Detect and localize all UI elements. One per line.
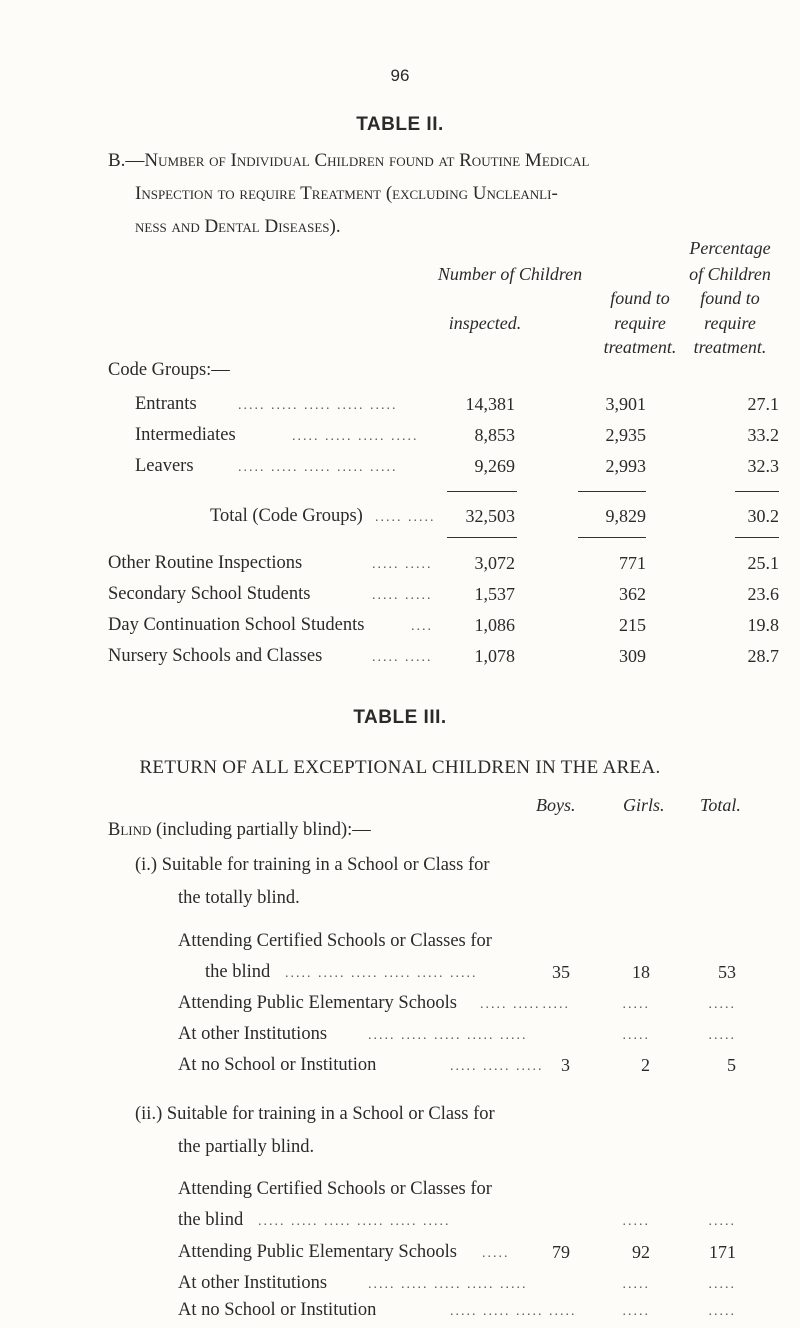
code-groups-label: Code Groups:— (108, 360, 230, 380)
row-dots: ..... ..... ..... ..... ..... (368, 1277, 528, 1292)
section2-line2: the partially blind. (178, 1137, 315, 1157)
row-label: the blind (178, 1210, 244, 1230)
table2-heading-line3 (135, 216, 341, 238)
row-label: At other Institutions (178, 1024, 328, 1044)
cell-pct: 25.1 (747, 553, 779, 573)
row-dots: ..... ..... ..... ..... ..... ..... (285, 966, 478, 981)
row-label: At other Institutions (178, 1273, 328, 1293)
cell-inspected: 1,086 (474, 615, 515, 635)
section2-row1-line1: Attending Certified Schools or Classes for (178, 1179, 492, 1199)
cell-found: 771 (619, 553, 646, 573)
cell-total: 5 (727, 1055, 736, 1075)
row-dots: ..... ..... (372, 588, 433, 603)
cell-boys: 79 (552, 1242, 570, 1262)
cell-girls: ..... (622, 1277, 650, 1292)
row-label: the blind (205, 962, 271, 982)
row-label: Leavers (135, 456, 194, 476)
table2-heading-line2 (135, 183, 558, 205)
cell-girls: ..... (622, 1304, 650, 1319)
heading-text: B.—Number of Individual Children found at Routine Medical (108, 150, 590, 171)
col-found-line1: found to (610, 288, 670, 308)
cell-total: ..... (708, 1214, 736, 1229)
cell-inspected: 1,078 (474, 646, 515, 666)
row-label: Entrants (135, 394, 197, 414)
cell-girls: 2 (641, 1055, 650, 1075)
table3-heading: RETURN OF ALL EXCEPTIONAL CHILDREN IN THE AREA. (139, 757, 661, 778)
col-pct-line4: require (704, 313, 756, 333)
cell-found: 9,829 (605, 506, 646, 526)
blind-rest: (including partially blind):— (151, 820, 371, 840)
row-dots: ..... (482, 1246, 510, 1261)
col-found-line3: treatment. (603, 337, 677, 357)
row-label: Attending Public Elementary Schools (178, 993, 457, 1013)
col-group-number-header: Number of Children (437, 264, 583, 284)
cell-girls: ..... (622, 1028, 650, 1043)
cell-found: 2,935 (605, 425, 646, 445)
table3-title: TABLE III. (353, 707, 447, 728)
table2-title: TABLE II. (356, 114, 444, 135)
col-pct-line1: Percentage (689, 238, 771, 258)
cell-found: 215 (619, 615, 646, 635)
row-label: At no School or Institution (178, 1055, 377, 1075)
row-label: Nursery Schools and Classes (108, 646, 323, 666)
cell-pct: 23.6 (747, 584, 779, 604)
cell-pct: 27.1 (747, 394, 779, 414)
cell-girls: ..... (622, 997, 650, 1012)
col-girls-header: Girls. (623, 795, 665, 815)
total-rule-below-found (578, 537, 646, 538)
cell-pct: 28.7 (747, 646, 779, 666)
row-dots: ..... ..... ..... ..... ..... (238, 398, 398, 413)
cell-total: ..... (708, 1028, 736, 1043)
cell-found: 2,993 (605, 456, 646, 476)
cell-inspected: 9,269 (474, 456, 515, 476)
col-pct-line3: found to (700, 288, 760, 308)
row-label: At no School or Institution (178, 1300, 377, 1320)
row-dots: ..... ..... ..... (450, 1059, 544, 1074)
cell-inspected: 8,853 (474, 425, 515, 445)
row-dots: ..... ..... ..... ..... (292, 429, 419, 444)
col-found-line2: require (614, 313, 666, 333)
blind-section-label (108, 820, 371, 841)
cell-total: ..... (708, 997, 736, 1012)
row-label: Day Continuation School Students (108, 615, 365, 635)
cell-inspected: 32,503 (465, 506, 515, 526)
cell-boys: 35 (552, 962, 570, 982)
page-number: 96 (390, 66, 410, 85)
section2-line1: (ii.) Suitable for training in a School or Class for (135, 1104, 495, 1124)
row-dots: ..... ..... ..... ..... ..... (238, 460, 398, 475)
row-dots: .... (411, 619, 433, 634)
cell-total: 171 (709, 1242, 736, 1262)
row-label: Attending Public Elementary Schools (178, 1242, 457, 1262)
cell-total: ..... (708, 1277, 736, 1292)
row-label: Intermediates (135, 425, 236, 445)
col-inspected-header: inspected. (448, 313, 522, 333)
row-dots: ..... ..... ..... ..... ..... (368, 1028, 528, 1043)
cell-found: 309 (619, 646, 646, 666)
row-label: Other Routine Inspections (108, 553, 303, 573)
total-rule-below-inspected (447, 537, 517, 538)
cell-girls: 18 (632, 962, 650, 982)
col-pct-line5: treatment. (693, 337, 767, 357)
cell-inspected: 14,381 (465, 394, 515, 414)
col-total-header: Total. (700, 795, 741, 815)
total-rule-found (578, 491, 646, 492)
row-label: Total (Code Groups) (210, 506, 363, 526)
cell-pct: 33.2 (747, 425, 779, 445)
cell-inspected: 1,537 (474, 584, 515, 604)
cell-pct: 19.8 (747, 615, 779, 635)
section1-line2: the totally blind. (178, 888, 300, 908)
cell-total: ..... (708, 1304, 736, 1319)
total-rule-below-pct (735, 537, 779, 538)
total-rule-inspected (447, 491, 517, 492)
blind-label: Blind (108, 820, 152, 840)
cell-pct: 32.3 (747, 456, 779, 476)
section1-row1-line1: Attending Certified Schools or Classes for (178, 931, 492, 951)
row-label: Secondary School Students (108, 584, 311, 604)
col-pct-line2: of Children (689, 264, 771, 284)
row-dots: ..... ..... ..... ..... ..... ..... (258, 1214, 451, 1229)
row-dots: ..... ..... (375, 510, 436, 525)
row-dots: ..... ..... (372, 650, 433, 665)
cell-found: 362 (619, 584, 646, 604)
cell-found: 3,901 (605, 394, 646, 414)
row-dots: ..... ..... ..... ..... (450, 1304, 577, 1319)
row-dots: ..... ..... (480, 997, 541, 1012)
cell-pct: 30.2 (747, 506, 779, 526)
col-boys-header: Boys. (536, 795, 576, 815)
cell-girls: 92 (632, 1242, 650, 1262)
section1-line1: (i.) Suitable for training in a School or Class for (135, 855, 490, 875)
heading-text: Inspection to require Treatment (excluding Uncleanli- (135, 183, 558, 204)
cell-total: 53 (718, 962, 736, 982)
cell-girls: ..... (622, 1214, 650, 1229)
heading-text: ness and Dental Diseases). (135, 216, 341, 237)
total-rule-pct (735, 491, 779, 492)
table2-heading-line1 (108, 150, 590, 172)
row-dots: ..... ..... (372, 557, 433, 572)
cell-inspected: 3,072 (474, 553, 515, 573)
cell-boys: 3 (561, 1055, 570, 1075)
cell-boys: ..... (542, 997, 570, 1012)
